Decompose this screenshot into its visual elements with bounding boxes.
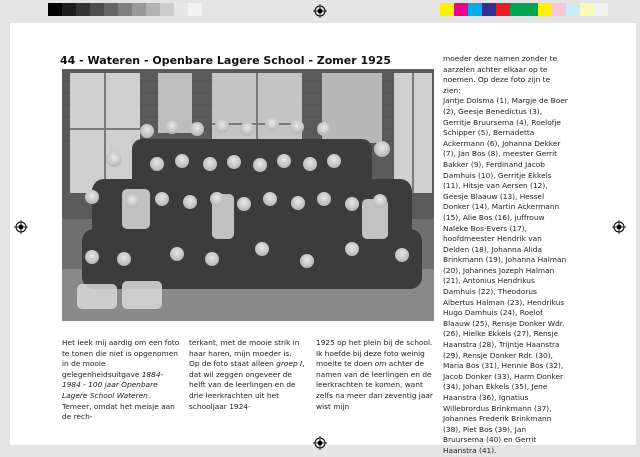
gray-swatch (160, 3, 174, 16)
col2-text: Op de foto staat alleen (189, 359, 277, 369)
page-title: 44 - Wateren - Openbare Lagere School - Zomer 1925 (60, 54, 392, 67)
body-text-column-3 (316, 338, 435, 412)
col1-text-tail: . Temeer, omdat het meisje aan de rech- (62, 390, 175, 422)
color-swatch (538, 3, 552, 16)
gray-swatch (90, 3, 104, 16)
gray-swatch (146, 3, 160, 16)
color-swatch (482, 3, 496, 16)
gray-swatch (76, 3, 90, 16)
gray-swatch (174, 3, 188, 16)
color-swatch (552, 3, 566, 16)
school-group-photo (62, 69, 434, 321)
color-calibration-bar (440, 3, 608, 16)
color-swatch (566, 3, 580, 16)
gray-swatch (132, 3, 146, 16)
color-swatch (440, 3, 454, 16)
col3-text-tail: achter de namen van de leerlingen en de leerkrachten te komen, want zelfs na meer dan zeventig jaar wist mijn (316, 359, 433, 411)
color-swatch (524, 3, 538, 16)
gray-swatch (104, 3, 118, 16)
gray-swatch (48, 3, 62, 16)
col1-book-title: 1884-1984 - 100 jaar Openbare Lagere School Wateren (62, 369, 164, 400)
registration-mark-bottom-icon (313, 436, 327, 450)
col1-text: Het leek mij aardig om een foto te tonen die niet is opgenomen in de mooie gelegenheidsuitgave (62, 338, 180, 379)
gray-calibration-bar (48, 3, 202, 16)
color-swatch (510, 3, 524, 16)
col2-text-tail: , dat wil zeggen ongeveer de helft van de leerlingen en de drie leerkrachten uit het schooljaar 1924- (189, 359, 305, 411)
body-text-column-1 (62, 338, 180, 423)
col2-group-label: groep I (276, 359, 303, 369)
body-text-column-2 (189, 338, 308, 412)
names-intro: moeder deze namen zonder te aarzelen achter elkaar op te noemen. Op deze foto zijn te zien: (443, 54, 558, 95)
color-swatch (496, 3, 510, 16)
gray-swatch (118, 3, 132, 16)
names-column (443, 54, 569, 457)
color-swatch (594, 3, 608, 16)
registration-mark-right-icon (612, 220, 626, 234)
registration-mark-top-icon (313, 4, 327, 18)
col3-text: 1925 op het plein bij de school. Ik hoefde bij deze foto weinig moeite te doen (316, 338, 433, 369)
registration-mark-left-icon (14, 220, 28, 234)
color-swatch (454, 3, 468, 16)
col3-emphasis: om (374, 359, 387, 369)
color-swatch (468, 3, 482, 16)
gray-swatch (188, 3, 202, 16)
color-swatch (580, 3, 594, 16)
names-list: Jantje Dolsma (1), Margje de Boer (2), Geesje Benedictus (3), Gerritje Bruursema (4), Roelofje Schipper (5), Bernadetta Ackermann (6), Johanna Dekker (7), Jan Bos (8), meester Gerrit Bakker (9), Ferdinand Jacob Damhuis (10), Gerritje Ekkels (11), Hitsje van Aersen (12), Geesje Blaauw (13), Hessel Donker (14), Martin Ackermann (15), Alie Bos (16), juffrouw Naleke Bos-Evers (17), hoofdmeester Hendrik van Delden (18), Johanna Alida Brinkmann (19), Johanna Halman (20), Johannes Jozeph Halman (21), Antonius Hendrikus Damhuis (22), Theodorus Albertus Halman (23), Hendrikus Hugo Damhuis (24), Roelof Blaauw (25), Rensje Donker Wdr. (26), Hielke Ekkels (27), Rensje Haanstra (28), Trijntje Haanstra (29), Rensje Donker Rdr. (30), Maria Bos (31), Hennie Bos (32), Jacob Donker (33), Harm Donker (34), Johan Ekkels (35), Jene Haanstra (36), Ignatius Willebrordus Brinkmann (37), Johannes Frederik Brinkmann (38), Piet Bos (39), Jan Bruursema (40) en Gerrit Haanstra (41). (443, 96, 568, 455)
photo-image (62, 69, 434, 321)
gray-swatch (62, 3, 76, 16)
col2-paragraph-1: terkant, met de mooie strik in haar haren, mijn moeder is. (189, 338, 300, 358)
